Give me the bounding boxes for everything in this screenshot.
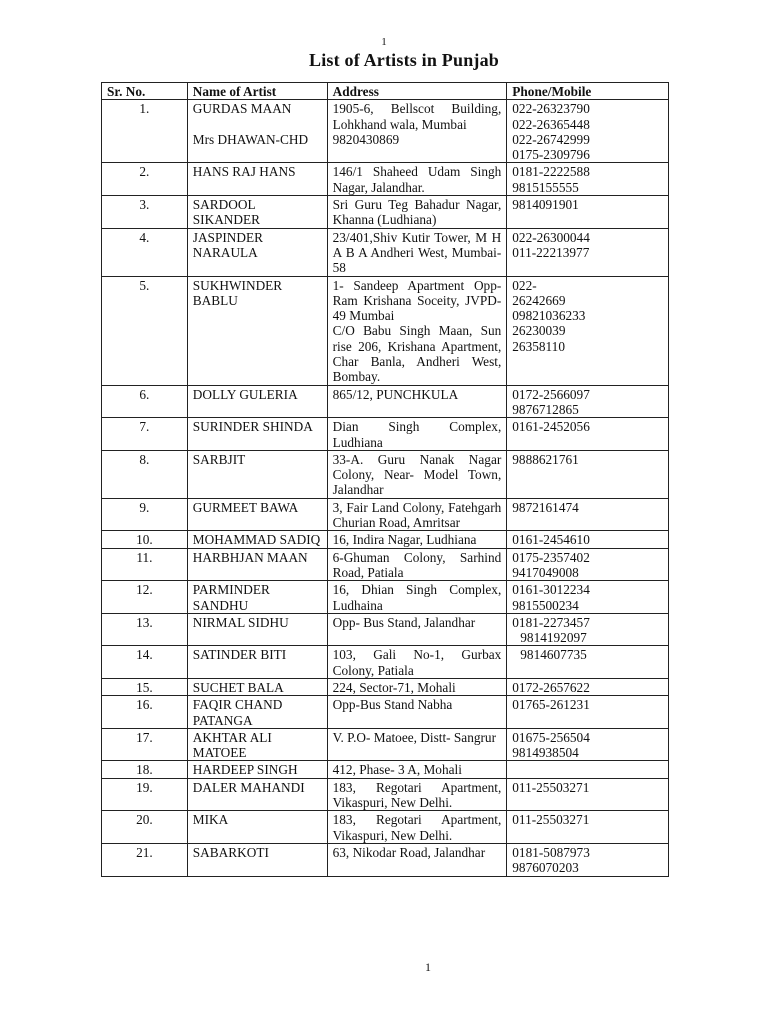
sr-no-cell: 8. — [102, 450, 188, 498]
address-cell — [327, 843, 507, 876]
phone-cell-line: 01675-256504 — [512, 729, 590, 745]
address-cell-line: 33-A. Guru Nanak Nagar Colony, Near- Model Town, Jalandhar — [332, 451, 502, 498]
address-cell-line: 103, Gali No-1, Gurbax Colony, Patiala — [332, 647, 502, 678]
table-row — [102, 228, 669, 276]
table-row — [102, 531, 669, 548]
phone-cell-line: 9815500234 — [512, 597, 579, 613]
artist-name-cell-line — [193, 117, 322, 132]
artist-name-cell — [187, 761, 327, 778]
table-row — [102, 163, 669, 196]
document-title: List of Artists in Punjab — [308, 50, 500, 70]
address-cell-line: 1- Sandeep Apartment Opp- Ram Krishana Soceity, JVPD-49 Mumbai — [332, 277, 502, 324]
table-row — [102, 843, 669, 876]
artist-name-cell-line: FAQIR CHAND PATANGA — [192, 697, 283, 728]
artist-name-cell — [187, 646, 327, 679]
artist-name-cell-line: SATINDER BITI — [192, 647, 287, 663]
sr-no-cell: 15. — [102, 678, 188, 695]
address-cell — [327, 196, 507, 229]
header-address: Address — [327, 83, 507, 100]
address-cell-line: 9820430869 — [332, 131, 400, 147]
phone-cell-line: 0172-2566097 — [512, 386, 590, 402]
address-cell — [327, 418, 507, 451]
phone-cell-line: 022-26300044 — [512, 229, 590, 245]
address-cell-line: 146/1 Shaheed Udam Singh Nagar, Jalandhar. — [332, 164, 502, 195]
artist-name-cell-line: HARDEEP SINGH — [192, 762, 298, 778]
artist-name-cell-line: DOLLY GULERIA — [192, 386, 298, 402]
phone-cell — [507, 531, 669, 548]
artist-name-cell — [187, 100, 327, 163]
address-cell-line: 23/401,Shiv Kutir Tower, M H A B A Andheri West, Mumbai-58 — [332, 229, 502, 276]
phone-cell — [507, 696, 669, 729]
phone-cell — [507, 498, 669, 531]
table-row — [102, 385, 669, 418]
artist-name-cell-line: NIRMAL SIDHU — [192, 614, 289, 630]
phone-cell-line: 0161-2452056 — [512, 419, 590, 435]
sr-no-cell: 12. — [102, 581, 188, 614]
address-cell-line: 183, Regotari Apartment, Vikaspuri, New Delhi. — [332, 779, 502, 811]
table-header-row — [102, 83, 669, 100]
phone-cell-line: 0161-3012234 — [512, 582, 590, 598]
phone-cell-line: 9872161474 — [512, 499, 579, 515]
table-row — [102, 761, 669, 778]
sr-no-cell: 14. — [102, 646, 188, 679]
address-cell-line: Sri Guru Teg Bahadur Nagar, Khanna (Ludhiana) — [332, 197, 502, 228]
address-cell — [327, 696, 507, 729]
phone-cell-line: 9888621761 — [512, 451, 579, 467]
phone-cell — [507, 811, 669, 844]
address-cell — [327, 498, 507, 531]
phone-cell — [507, 728, 669, 761]
table-row — [102, 418, 669, 451]
phone-cell-line: 9814091901 — [512, 197, 579, 213]
phone-cell-line: 9876070203 — [512, 860, 579, 876]
sr-no-cell: 2. — [102, 163, 188, 196]
address-cell — [327, 163, 507, 196]
sr-no-cell: 1. — [102, 100, 188, 163]
artist-name-cell — [187, 811, 327, 844]
phone-cell-line: 09821036233 — [512, 308, 586, 324]
artists-table — [101, 82, 669, 877]
address-cell-line: 3, Fair Land Colony, Fatehgarh Churian Road, Amritsar — [332, 499, 502, 531]
address-cell — [327, 678, 507, 695]
artist-name-cell — [187, 276, 327, 385]
artist-name-cell — [187, 498, 327, 531]
artist-name-cell — [187, 696, 327, 729]
phone-cell — [507, 163, 669, 196]
artist-name-cell-line: SABARKOTI — [192, 844, 269, 860]
sr-no-cell: 19. — [102, 778, 188, 811]
phone-cell — [507, 581, 669, 614]
artist-name-cell-line: SUCHET BALA — [192, 679, 284, 695]
phone-cell-line: 011-22213977 — [512, 244, 590, 260]
artist-name-cell — [187, 581, 327, 614]
artist-name-cell — [187, 778, 327, 811]
address-cell-line: 224, Sector-71, Mohali — [332, 679, 456, 695]
phone-cell — [507, 778, 669, 811]
phone-cell-line: 022-26742999 — [512, 131, 590, 147]
artist-name-cell — [187, 843, 327, 876]
address-cell-line: Opp- Bus Stand, Jalandhar — [332, 614, 476, 630]
phone-cell-line: 0175-2309796 — [512, 147, 590, 163]
address-cell-line: 16, Dhian Singh Complex, Ludhaina — [332, 582, 502, 613]
artist-name-cell — [187, 163, 327, 196]
table-row — [102, 678, 669, 695]
artist-name-cell-line: PARMINDER SANDHU — [192, 582, 270, 613]
address-cell-line: Dian Singh Complex, Ludhiana — [332, 419, 502, 450]
phone-cell-line: 022-26323790 — [512, 101, 590, 117]
address-cell — [327, 613, 507, 646]
artist-name-cell — [187, 613, 327, 646]
table-row — [102, 548, 669, 581]
table-row — [102, 728, 669, 761]
address-cell — [327, 450, 507, 498]
artist-name-cell — [187, 728, 327, 761]
artist-name-cell-line: SURINDER SHINDA — [192, 419, 313, 435]
artist-name-cell-line: AKHTAR ALI MATOEE — [192, 729, 272, 761]
phone-cell-line: 9876712865 — [512, 401, 579, 417]
phone-cell — [507, 548, 669, 581]
address-cell-line: 1905-6, Bellscot Building, Lohkhand wala, Mumbai — [332, 101, 502, 132]
phone-cell-line: 011-25503271 — [512, 779, 590, 795]
address-cell — [327, 548, 507, 581]
header-sr-no: Sr. No. — [102, 83, 188, 100]
artist-name-cell — [187, 450, 327, 498]
sr-no-cell: 5. — [102, 276, 188, 385]
phone-cell — [507, 450, 669, 498]
sr-no-cell: 11. — [102, 548, 188, 581]
address-cell-line: 865/12, PUNCHKULA — [332, 386, 459, 402]
phone-cell-line: 26242669 — [512, 292, 566, 308]
artist-name-cell-line: Mrs DHAWAN-CHD — [192, 131, 309, 147]
phone-cell — [507, 843, 669, 876]
table-row — [102, 811, 669, 844]
artist-name-cell-line: SARBJIT — [192, 451, 246, 467]
artist-name-cell-line: MOHAMMAD SADIQ — [192, 532, 321, 548]
phone-cell-line: 022-26365448 — [512, 116, 590, 132]
address-cell — [327, 385, 507, 418]
table-body — [102, 100, 669, 876]
artist-name-cell — [187, 196, 327, 229]
address-cell-line: 6-Ghuman Colony, Sarhind Road, Patiala — [332, 549, 502, 580]
address-cell — [327, 761, 507, 778]
address-cell — [327, 728, 507, 761]
table-row — [102, 450, 669, 498]
artist-name-cell — [187, 531, 327, 548]
artist-name-cell — [187, 228, 327, 276]
sr-no-cell: 9. — [102, 498, 188, 531]
phone-cell-line: 0181-2222588 — [512, 164, 590, 180]
artist-name-cell-line: MIKA — [192, 812, 229, 828]
artist-name-cell-line: SUKHWINDER BABLU — [192, 277, 283, 308]
table-row — [102, 613, 669, 646]
phone-cell-line: 011-25503271 — [512, 812, 590, 828]
phone-cell — [507, 196, 669, 229]
sr-no-cell: 6. — [102, 385, 188, 418]
phone-cell — [507, 100, 669, 163]
table-row — [102, 276, 669, 385]
phone-cell-line: 0181-2273457 — [512, 614, 590, 630]
phone-cell-line: 0161-2454610 — [512, 532, 590, 548]
sr-no-cell: 7. — [102, 418, 188, 451]
table-row — [102, 196, 669, 229]
phone-cell — [507, 276, 669, 385]
sr-no-cell: 10. — [102, 531, 188, 548]
address-cell — [327, 276, 507, 385]
table-row — [102, 581, 669, 614]
artist-name-cell-line: GURMEET BAWA — [192, 499, 299, 515]
artist-name-cell-line: HARBHJAN MAAN — [192, 549, 308, 565]
phone-cell-line: 022- — [512, 277, 537, 293]
address-cell — [327, 228, 507, 276]
page-number-top: 1 — [381, 36, 387, 48]
phone-cell — [507, 228, 669, 276]
artist-name-cell-line: SARDOOL SIKANDER — [192, 197, 261, 228]
phone-cell-line: 26230039 — [512, 323, 566, 339]
phone-cell-line: 0181-5087973 — [512, 844, 590, 860]
phone-cell-line: 9814607735 — [520, 647, 587, 663]
address-cell — [327, 646, 507, 679]
artist-name-cell-line: GURDAS MAAN — [192, 101, 292, 117]
phone-cell — [507, 385, 669, 418]
artist-name-cell-line: DALER MAHANDI — [192, 779, 305, 795]
table-row — [102, 646, 669, 679]
address-cell — [327, 531, 507, 548]
artist-name-cell-line: HANS RAJ HANS — [192, 164, 296, 180]
artist-name-cell-line: JASPINDER NARAULA — [192, 229, 263, 260]
phone-cell-line: 26358110 — [512, 338, 565, 354]
sr-no-cell: 17. — [102, 728, 188, 761]
table-row — [102, 778, 669, 811]
phone-cell-line: 01765-261231 — [512, 697, 590, 713]
address-cell-line: 183, Regotari Apartment, Vikaspuri, New Delhi. — [332, 812, 502, 843]
phone-cell-line: 9814938504 — [512, 745, 579, 761]
artist-name-cell — [187, 418, 327, 451]
artist-name-cell — [187, 678, 327, 695]
address-cell-line: V. P.O- Matoee, Distt- Sangrur — [332, 729, 496, 745]
address-cell-line: 16, Indira Nagar, Ludhiana — [332, 532, 477, 548]
phone-cell — [507, 418, 669, 451]
address-cell-line: C/O Babu Singh Maan, Sun rise 206, Krishana Apartment, Char Banla, Andheri West, Bombay. — [332, 323, 502, 385]
artist-name-cell — [187, 548, 327, 581]
phone-cell — [507, 646, 669, 679]
phone-cell-line: 0175-2357402 — [512, 549, 590, 565]
address-cell — [327, 581, 507, 614]
sr-no-cell: 18. — [102, 761, 188, 778]
header-name-of-artist: Name of Artist — [187, 83, 327, 100]
address-cell — [327, 100, 507, 163]
sr-no-cell: 4. — [102, 228, 188, 276]
phone-cell-line: 0172-2657622 — [512, 679, 590, 695]
address-cell — [327, 778, 507, 811]
table-row — [102, 696, 669, 729]
table-row — [102, 100, 669, 163]
address-cell — [327, 811, 507, 844]
phone-cell-line: 9814192097 — [520, 630, 587, 646]
address-cell-line: 63, Nikodar Road, Jalandhar — [332, 844, 486, 860]
phone-cell-line: 9417049008 — [512, 564, 579, 580]
address-cell-line: 412, Phase- 3 A, Mohali — [332, 762, 462, 778]
table-row — [102, 498, 669, 531]
phone-cell — [507, 613, 669, 646]
artist-name-cell — [187, 385, 327, 418]
phone-cell — [507, 761, 669, 778]
phone-cell — [507, 678, 669, 695]
sr-no-cell: 16. — [102, 696, 188, 729]
sr-no-cell: 21. — [102, 843, 188, 876]
page-number-bottom: 1 — [425, 960, 431, 974]
phone-cell-line: 9815155555 — [512, 179, 579, 195]
address-cell-line: Opp-Bus Stand Nabha — [332, 697, 453, 713]
sr-no-cell: 20. — [102, 811, 188, 844]
sr-no-cell: 3. — [102, 196, 188, 229]
header-phone-mobile: Phone/Mobile — [507, 83, 669, 100]
sr-no-cell: 13. — [102, 613, 188, 646]
